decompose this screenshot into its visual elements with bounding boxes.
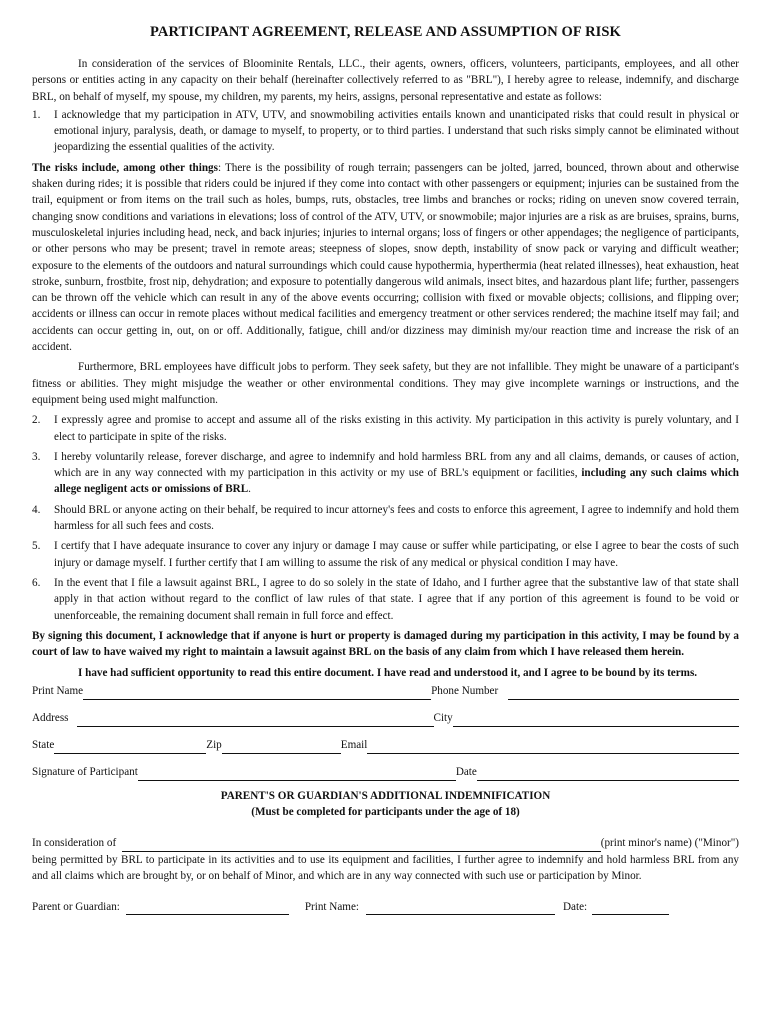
state-label: State [32,739,55,752]
guardian-print-name-label: Print Name: [304,900,360,913]
address-label: Address [32,712,69,725]
clause-4-number: 4. [32,503,41,516]
clause-6-number: 6. [32,576,41,589]
city-label: City [433,712,453,725]
date-field[interactable] [477,768,739,781]
phone-gap [498,688,508,700]
clause-6 [32,575,739,624]
risks-paragraph [32,160,739,356]
parent-guardian-field[interactable] [126,902,289,915]
clause-4-text: Should BRL or anyone acting on their behalf, be required to incur attorney's fees and costs to enforce this agreement, I agree to indemnify and hold them harmless for all such fees and costs. [54,503,739,533]
pn-gap [289,903,305,915]
risks-text: : There is the possibility of rough terrain; passengers can be jolted, jarred, bounced, thrown about and otherwise shaken during rides; it is possible that riders could be injured if they come into contact with other passengers or equipment; injuries can be sustained from the trail, equipment or from items on the trail such as holes, bumps, ruts, obstacles, tree limbs and branches or rocks; riding on uneven snow covered terrain, changing snow conditions and variations in elevations; loss of control of the ATV, UTV, or snowmobile; major injuries are a risk as are bruises, sprains, burns, musculoskeletal injuries including head, neck, and back injuries; injuries to internal organs; loss of fingers or other appendages; the negligence of participants, or other persons who may be present; travel in remote areas; steepness of slopes, snow depth, instability of snow pack or varying and difficult weather; exposure to the elements of the outdoors and natural surroundings which could cause hypothermia, hyperthermia (heat related illnesses), heat exhaustion, heat stroke, sunburn, frostbite, frost nip, dehydration; and exposure to potentially dangerous wild animals, insect bites, and hazardous plant life; further, passengers can be thrown off the vehicle which can result in any of the above events occurring; collision with fixed or movable objects; collisions, and flipping over; accidents or illness can occur in remote places without medical facilities and emergency treatment or other services rendered; the machine itself may fail; and accidents can occur getting in, out, on or off. Additionally, fatigue, chill and/or dizziness may diminish my/our reaction time and increase the risk of an accident. [32,161,740,354]
clause-1-text: I acknowledge that my participation in ATV, UTV, and snowmobiling activities entails known and unanticipated risks that could result in physical or emotional injury, paralysis, death, or damage to myself, to property, or to third parties. I understand that such risks simply cannot be eliminated without jeopardizing the essential qualities of the activity. [54,108,739,154]
intro-paragraph: In consideration of the services of Bloominite Rentals, LLC., their agents, owners, officers, volunteers, participants, employees, and all other persons or entities acting in any capacity on their behalf (hereinafter collectively referred to as "BRL"), I hereby agree to release, indemnify, and discharge BRL, on behalf of myself, my spouse, my children, my parents, my heirs, assigns, personal representative and estate as follows: [32,58,739,103]
state-zip-email-row [32,738,739,754]
city-field[interactable] [453,714,739,727]
print-name-field[interactable] [83,687,431,700]
opportunity-statement: I have had sufficient opportunity to read this entire document. I have read and understood it, and I agree to be bound by its terms. [78,667,698,680]
clause-3-number: 3. [32,450,41,463]
clause-4 [32,502,739,535]
guardian-print-name-field[interactable] [366,902,555,915]
clause-5 [32,538,739,571]
address-field[interactable] [77,714,434,727]
clause-3 [32,449,739,498]
signing-acknowledgement: By signing this document, I acknowledge that if anyone is hurt or property is damaged during my participation in this activity, I may be found by a court of law to have waived my right to maintain a lawsuit against BRL on the basis of any claim from which I have released them herein. [32,629,739,659]
clause-5-number: 5. [32,540,41,553]
risks-lead: The risks include, among other things [32,161,218,174]
clause-2 [32,412,739,445]
signature-date-row [32,765,739,781]
pn-gap2 [359,903,366,915]
minor-name-field[interactable] [122,839,601,852]
phone-field[interactable] [508,687,739,700]
date-label: Date [455,766,477,779]
clause-1 [32,107,739,156]
clause-5-text: I certify that I have adequate insurance to cover any injury or damage I may cause or suffer while participating, or else I agree to bear the costs of such injury or damage myself. I further certify that I am willing to assume the risk of any medical or physical condition I may have. [54,540,739,569]
guardian-signature-row [32,899,739,915]
address-city-row [32,711,739,727]
clause-6-text: In the event that I file a lawsuit against BRL, I agree to do so solely in the state of Idaho, and I further agree that the substantive law of that state shall apply in that action without regard to the conflict of law rules of that state. I agree that if any portion of this agreement is found to be void or unenforceable, the remaining document shall remain in full force and effect. [54,576,739,622]
document-title: PARTICIPANT AGREEMENT, RELEASE AND ASSUMPTION OF RISK [150,24,621,40]
date-gap [555,903,563,915]
name-phone-row [32,684,739,700]
guardian-paragraph: being permitted by BRL to participate in its activities and to use its equipment and facilities, I further agree to indemnify and hold harmless BRL from any and all claims which are brought by, or on behalf of Minor, and which are in any way connected with such use or participation by Minor. [32,853,739,882]
clause-3-end: . [248,483,251,496]
phone-label: Phone Number [431,685,499,698]
guardian-date-label: Date: [563,900,588,913]
guardian-date-field[interactable] [592,902,669,915]
print-name-label: Print Name [32,685,84,698]
email-label: Email [340,739,368,752]
zip-field[interactable] [222,741,341,754]
furthermore-paragraph: Furthermore, BRL employees have difficult jobs to perform. They seek safety, but they are not infallible. They might be unaware of a participant's fitness or abilities. They might misjudge the weather or other environmental conditions. They may give incomplete warnings or instructions, and the equipment being used might malfunction. [32,361,739,406]
email-field[interactable] [367,741,739,754]
consideration-label: In consideration of [32,837,117,850]
minor-name-row [32,836,739,852]
clause-2-text: I expressly agree and promise to accept and assume all of the risks existing in this activity. My participation in this activity is purely voluntary, and I elect to participate in spite of the risks. [54,414,739,443]
clause-3-bold: including any such claims which allege negligent acts or omissions of BRL [54,467,739,496]
clause-3-text: I hereby voluntarily release, forever discharge, and agree to indemnify and hold harmless BRL from any and all claims, demands, or causes of action, which are in any way connected with my participation in this activity or my use of BRL's equipment or facilities, [54,450,739,480]
parent-guardian-label: Parent or Guardian: [32,900,120,913]
clause-2-number: 2. [32,414,41,427]
address-gap [69,715,77,727]
guardian-heading: PARENT'S OR GUARDIAN'S ADDITIONAL INDEMNIFICATION [220,789,551,802]
zip-label: Zip [206,739,222,752]
state-field[interactable] [54,741,206,754]
clause-1-number: 1. [32,108,41,121]
signature-field[interactable] [138,768,456,781]
guardian-subheading: (Must be completed for participants under the age of 18) [251,805,520,818]
minor-name-label: (print minor's name) ("Minor") [600,837,739,850]
signature-label: Signature of Participant [32,766,138,779]
